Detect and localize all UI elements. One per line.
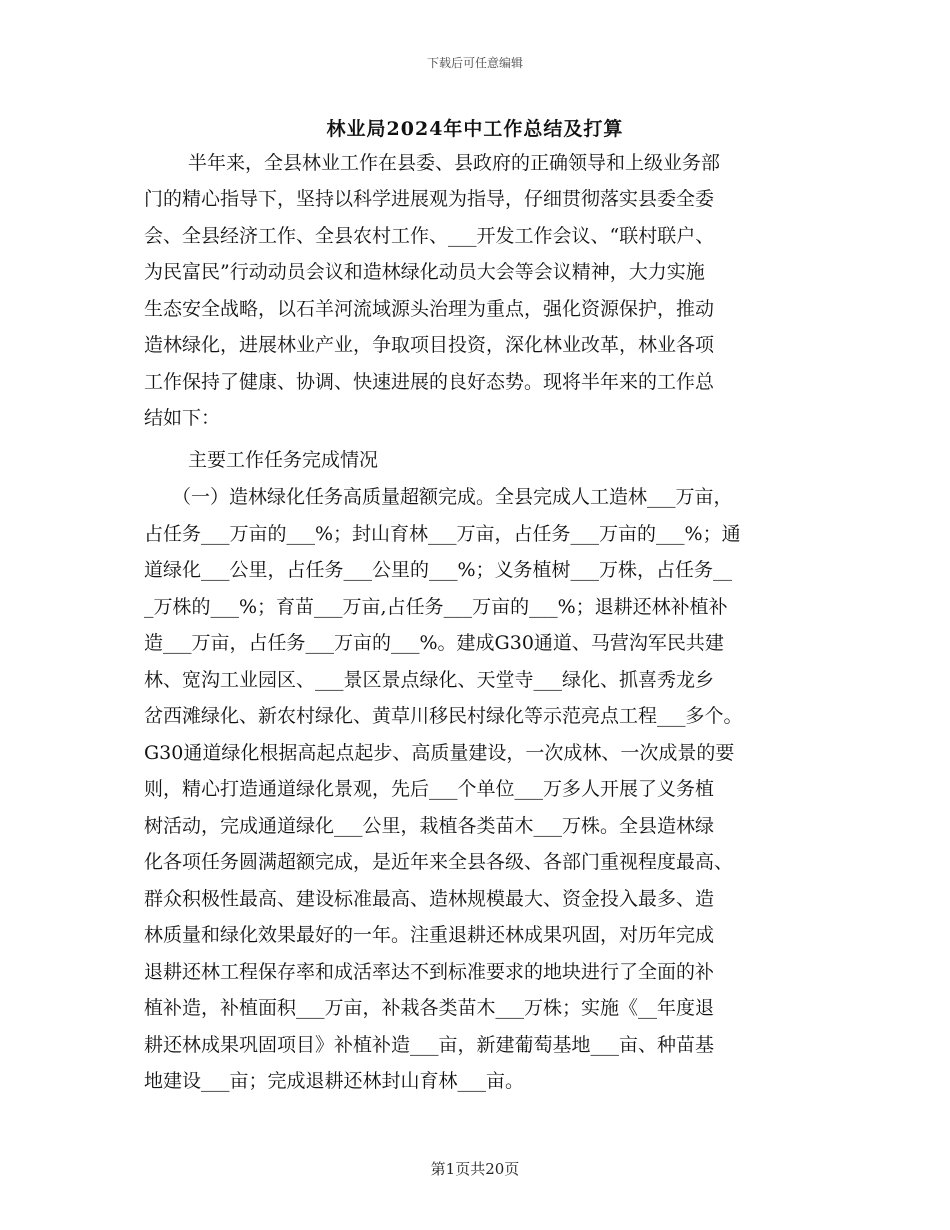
text-line-16: 岔西滩绿化、新农村绿化、黄草川移民村绿化等示范亮点工程___多个。: [144, 705, 743, 727]
text-line-3: 会、全县经济工作、全县农村工作、___开发工作会议、“联村联户、: [144, 225, 715, 247]
text-line-15: 林、宽沟工业园区、___景区景点绿化、天堂寺___绿化、抓喜秀龙乡: [144, 669, 715, 691]
text-line-10: （一）造林绿化任务高质量超额完成。全县完成人工造林___万亩，: [172, 486, 733, 508]
text-line-17: G30通道绿化根据高起点起步、高质量建设，一次成林、一次成景的要: [144, 742, 735, 764]
text-line-5: 生态安全战略，以石羊河流域源头治理为重点，强化资源保护，推动: [144, 298, 715, 320]
text-line-6: 造林绿化，进展林业产业，争取项目投资，深化林业改革，林业各项: [144, 334, 715, 356]
text-line-18: 则，精心打造通道绿化景观，先后___个单位___万多人开展了义务植: [144, 778, 715, 800]
text-line-25: 耕还林成果巩固项目》补植补造___亩，新建葡萄基地___亩、种苗基: [144, 1034, 715, 1056]
text-line-4: 为民富民”行动动员会议和造林绿化动员大会等会议精神，大力实施: [144, 261, 705, 283]
text-line-7: 工作保持了健康、协调、快速进展的良好态势。现将半年来的工作总: [144, 371, 715, 393]
text-line-2: 门的精心指导下，坚持以科学进展观为指导，仔细贯彻落实县委全委: [144, 188, 715, 210]
text-line-13: _万株的___%；育苗___万亩,占任务___万亩的___%；退耕还林补植补: [144, 596, 728, 618]
text-line-23: 退耕还林工程保存率和成活率达不到标准要求的地块进行了全面的补: [144, 961, 715, 983]
text-line-26: 地建设___亩；完成退耕还林封山育林___亩。: [144, 1070, 525, 1092]
text-line-19: 树活动，完成通道绿化___公里，栽植各类苗木___万株。全县造林绿: [144, 815, 715, 837]
document-title: 林业局2024年中工作总结及打算: [326, 118, 624, 140]
text-line-22: 林质量和绿化效果最好的一年。注重退耕还林成果巩固，对历年完成: [144, 924, 715, 946]
text-line-14: 造___万亩，占任务___万亩的___%。建成G30通道、马营沟军民共建: [144, 632, 724, 654]
text-line-12: 道绿化___公里，占任务___公里的___%；义务植树___万株，占任务__: [144, 559, 733, 581]
text-line-8: 结如下：: [144, 407, 221, 429]
text-line-1: 半年来，全县林业工作在县委、县政府的正确领导和上级业务部: [188, 152, 721, 174]
text-line-21: 群众积极性最高、建设标准最高、造林规模最大、资金投入最多、造: [144, 888, 715, 910]
text-line-20: 化各项任务圆满超额完成，是近年来全县各级、各部门重视程度最高、: [144, 851, 734, 873]
header-note: 下载后可任意编辑: [426, 56, 523, 70]
text-line-24: 植补造，补植面积___万亩，补栽各类苗木___万株；实施《__年度退: [144, 997, 715, 1019]
section-heading: 主要工作任务完成情况: [188, 449, 379, 471]
page-number: 第1页共20页: [430, 1160, 520, 1178]
text-line-11: 占任务___万亩的___%；封山育林___万亩，占任务___万亩的___%；通: [144, 523, 741, 545]
